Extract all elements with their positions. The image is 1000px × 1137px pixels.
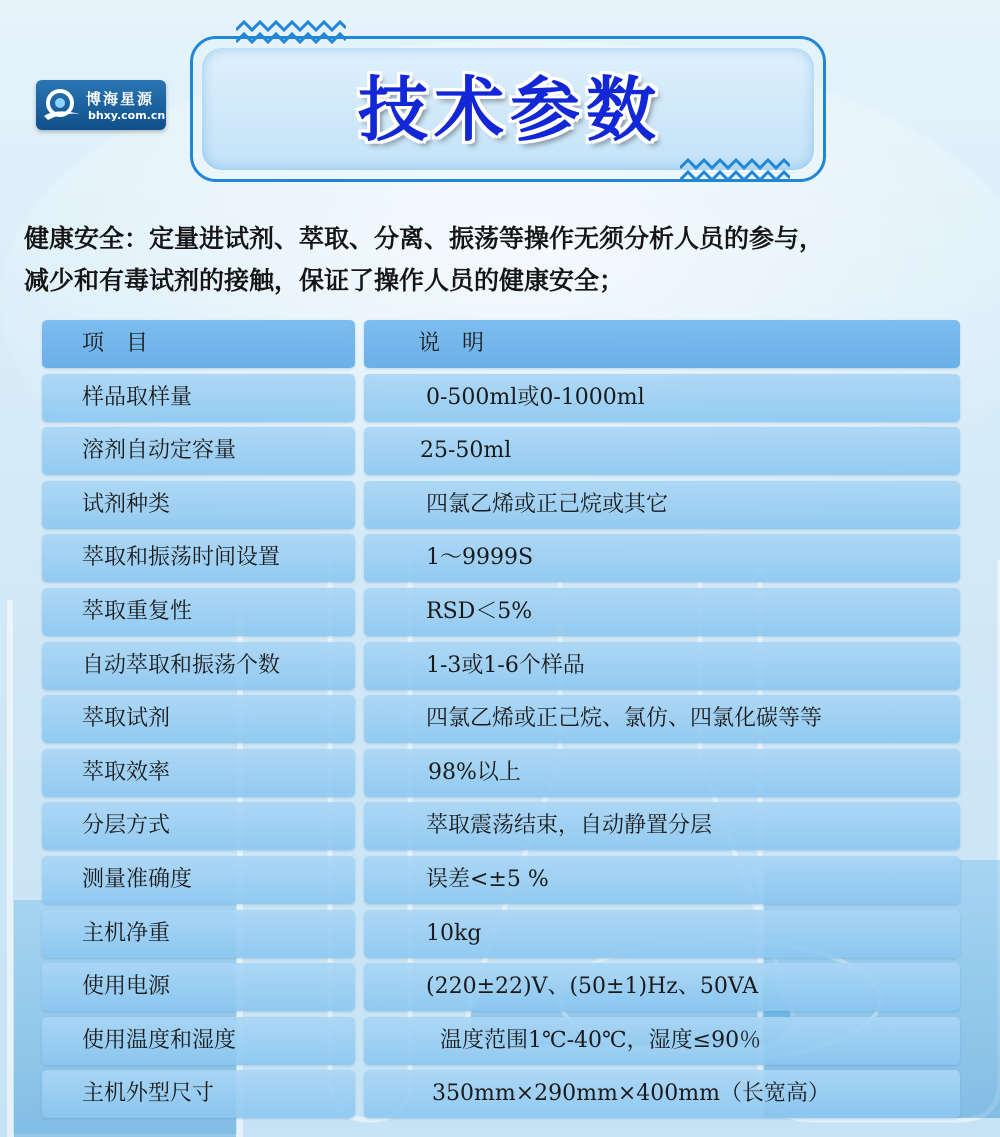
row-desc: 0-500ml或0-1000ml xyxy=(364,374,960,422)
zigzag-decoration-bottom xyxy=(680,158,790,184)
row-desc: 98%以上 xyxy=(364,749,960,797)
row-item: 萃取试剂 xyxy=(42,695,355,743)
table-row xyxy=(42,481,960,529)
row-desc: 10kg xyxy=(364,910,960,958)
row-item: 萃取和振荡时间设置 xyxy=(42,534,355,582)
logo-url: bhxy.com.cn xyxy=(88,109,166,122)
row-desc: 25-50ml xyxy=(364,427,960,475)
spec-table xyxy=(42,320,960,1124)
globe-swirl-icon xyxy=(42,86,82,124)
row-item: 试剂种类 xyxy=(42,481,355,529)
intro-paragraph xyxy=(24,218,994,302)
table-header-row xyxy=(42,320,960,368)
table-row xyxy=(42,910,960,958)
row-item: 溶剂自动定容量 xyxy=(42,427,355,475)
row-desc: 四氯乙烯或正己烷、氯仿、四氯化碳等等 xyxy=(364,695,960,743)
row-desc: 350mm×290mm×400mm（长宽高） xyxy=(364,1070,960,1118)
row-desc: 误差<±5 % xyxy=(364,856,960,904)
row-item: 使用电源 xyxy=(42,963,355,1011)
zigzag-decoration-top xyxy=(236,20,346,46)
header-item: 项 目 xyxy=(42,320,355,368)
row-item: 样品取样量 xyxy=(42,374,355,422)
table-row xyxy=(42,374,960,422)
row-desc: RSD＜5% xyxy=(364,588,960,636)
logo-brand-name: 博海星源 xyxy=(86,90,155,108)
brand-logo xyxy=(36,80,166,130)
row-desc: 1～9999S xyxy=(364,534,960,582)
intro-line-1: 健康安全：定量进试剂、萃取、分离、振荡等操作无须分析人员的参与， xyxy=(24,224,825,253)
table-row xyxy=(42,588,960,636)
table-row xyxy=(42,963,960,1011)
table-row xyxy=(42,427,960,475)
table-row xyxy=(42,1070,960,1118)
table-row xyxy=(42,534,960,582)
row-desc: 四氯乙烯或正己烷或其它 xyxy=(364,481,960,529)
row-desc: (220±22)V、(50±1)Hz、50VA xyxy=(364,963,960,1011)
intro-line-2: 减少和有毒试剂的接触，保证了操作人员的健康安全； xyxy=(24,266,625,295)
table-row xyxy=(42,749,960,797)
row-item: 分层方式 xyxy=(42,802,355,850)
title-banner xyxy=(180,20,840,190)
row-item: 主机净重 xyxy=(42,910,355,958)
row-desc: 1-3或1-6个样品 xyxy=(364,642,960,690)
table-row xyxy=(42,856,960,904)
row-item: 测量准确度 xyxy=(42,856,355,904)
table-row xyxy=(42,695,960,743)
row-item: 主机外型尺寸 xyxy=(42,1070,355,1118)
row-item: 萃取效率 xyxy=(42,749,355,797)
row-desc: 温度范围1℃-40℃，湿度≤90％ xyxy=(364,1017,960,1065)
table-row xyxy=(42,1017,960,1065)
row-item: 使用温度和湿度 xyxy=(42,1017,355,1065)
header-desc: 说 明 xyxy=(364,320,960,368)
row-item: 自动萃取和振荡个数 xyxy=(42,642,355,690)
page-title: 技术参数 xyxy=(358,69,662,151)
table-row xyxy=(42,642,960,690)
table-row xyxy=(42,802,960,850)
row-desc: 萃取震荡结束，自动静置分层 xyxy=(364,802,960,850)
row-item: 萃取重复性 xyxy=(42,588,355,636)
